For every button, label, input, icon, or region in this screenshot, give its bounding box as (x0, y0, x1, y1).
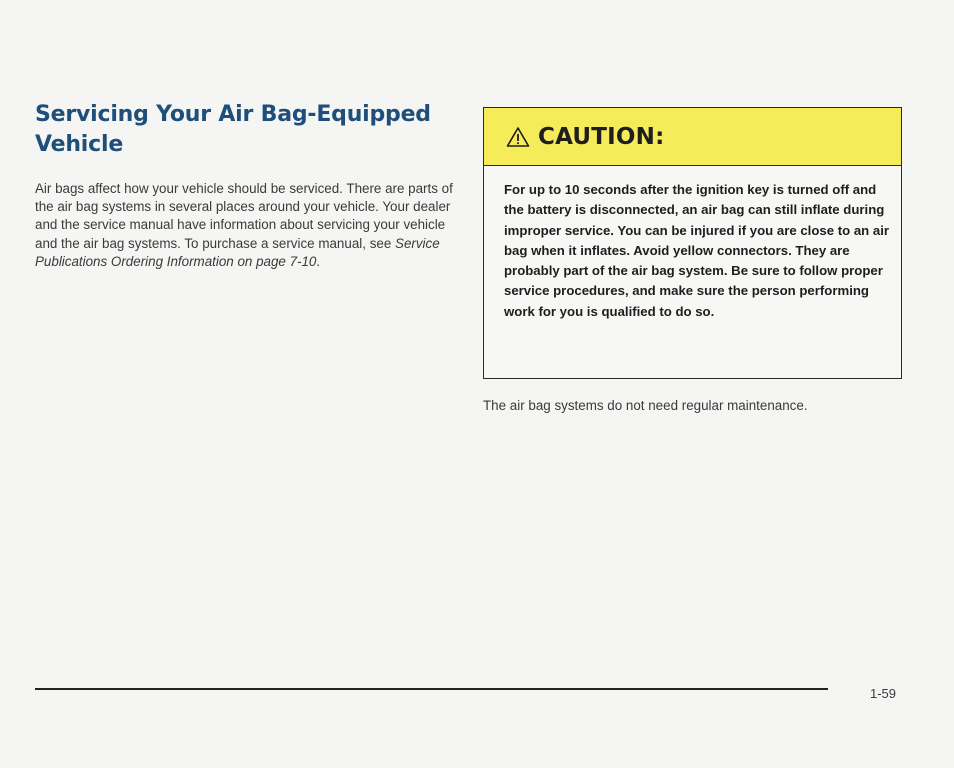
section-body (35, 180, 455, 271)
section-body-text: Air bags affect how your vehicle should be serviced. There are parts of the air bag systems in several places around your vehicle. Your dealer and the service manual have information about servicing your vehicle and the air bag systems. To purchase a service manual, see (35, 181, 453, 251)
caution-title: CAUTION: (538, 123, 665, 150)
caution-box (483, 107, 902, 379)
manual-reference-link[interactable]: Service Publications Ordering Information on page 7-10 (35, 235, 440, 269)
section-body-end: . (316, 253, 321, 269)
warning-triangle-icon (506, 126, 530, 148)
section-title-line1: Servicing Your Air Bag-Equipped (35, 102, 431, 127)
caution-header (484, 108, 901, 166)
maintenance-note: The air bag systems do not need regular maintenance. (483, 398, 808, 413)
section-column (35, 100, 455, 271)
footer-rule (35, 688, 828, 690)
section-title (35, 100, 455, 160)
page-number: 1-59 (870, 686, 897, 701)
section-title-line2: Vehicle (35, 132, 124, 157)
caution-text: For up to 10 seconds after the ignition key is turned off and the battery is disconnected, an air bag can still inflate during improper service. You can be injured if you are close to an air bag when it inflates. Avoid yellow connectors. They are probably part of the air bag system. Be sure to follow proper service procedures, and make sure the person performing work for you is qualified to do so. (504, 182, 890, 319)
